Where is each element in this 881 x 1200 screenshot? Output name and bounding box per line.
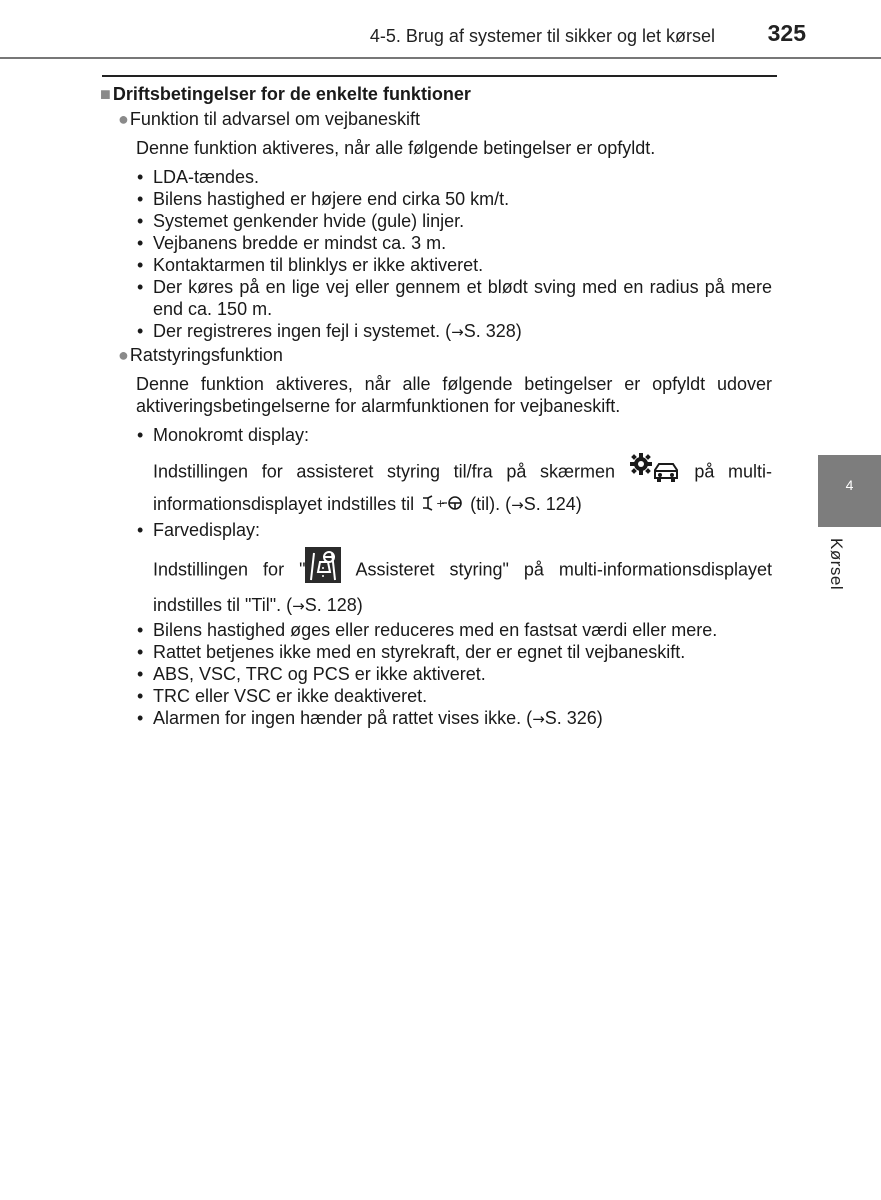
list-item: • TRC eller VSC er ikke deaktiveret. bbox=[136, 685, 772, 707]
monochrome-instruction bbox=[153, 452, 772, 517]
arrow-right-icon: → bbox=[532, 709, 545, 728]
list-item: • ABS, VSC, TRC og PCS er ikke aktiveret. bbox=[136, 663, 772, 685]
subheading-steering bbox=[100, 344, 772, 366]
square-bullet-icon: ■ bbox=[100, 84, 111, 104]
circle-bullet-icon: ● bbox=[118, 345, 129, 365]
chapter-label: Kørsel bbox=[827, 538, 846, 591]
steering-conditions bbox=[136, 424, 772, 730]
list-item-monochrome bbox=[136, 424, 772, 517]
header-divider-bottom bbox=[102, 75, 777, 77]
page-reference: S. 326) bbox=[544, 707, 603, 728]
monochrome-line-2: informationsdisplayet indstilles til + (til). (→S. 124) bbox=[153, 494, 582, 514]
steering-assist-color-icon bbox=[305, 547, 341, 594]
page-reference: S. 124) bbox=[523, 494, 582, 514]
chapter-number: 4 bbox=[845, 477, 854, 493]
list-item: • LDA-tændes. bbox=[136, 166, 772, 188]
list-item: • Bilens hastighed øges eller reduceres med en fastsat værdi eller mere. bbox=[136, 619, 772, 641]
list-item: • Der køres på en lige vej eller gennem et blødt sving med en radius på mere end ca. 150 m. bbox=[136, 276, 772, 320]
page-reference: S. 128) bbox=[304, 594, 363, 615]
section-heading bbox=[100, 83, 772, 105]
page-number: 325 bbox=[767, 20, 806, 46]
color-label: Farvedisplay: bbox=[153, 519, 261, 540]
header-divider-top bbox=[0, 57, 881, 59]
color-instruction bbox=[153, 547, 772, 617]
color-line-2: indstilles til "Til". (→S. 128) bbox=[153, 594, 363, 615]
list-item: • Alarmen for ingen hænder på rattet vises ikke. (→S. 326) bbox=[136, 707, 772, 730]
monochrome-line-1: Indstillingen for assisteret styring til/fra på skærmen på multi- bbox=[153, 452, 772, 493]
lane-warning-conditions bbox=[136, 166, 772, 343]
list-item: • Kontaktarmen til blinklys er ikke aktiveret. bbox=[136, 254, 772, 276]
list-item: • Rattet betjenes ikke med en styrekraft, der er egnet til vejbaneskift. bbox=[136, 641, 772, 663]
lane-warning-intro: Denne funktion aktiveres, når alle følgende betingelser er opfyldt. bbox=[136, 138, 656, 158]
page-reference: S. 328) bbox=[463, 321, 522, 341]
steering-intro: Denne funktion aktiveres, når alle følgende betingelser er opfyldt udover aktiveringsbetingelserne for alarmfunktionen for vejbaneskift. bbox=[136, 374, 772, 416]
header-title: 4-5. Brug af systemer til sikker og let kørsel bbox=[369, 26, 715, 46]
list-item: • Vejbanens bredde er mindst ca. 3 m. bbox=[136, 232, 772, 254]
arrow-right-icon: → bbox=[292, 596, 305, 615]
page-content bbox=[100, 83, 772, 730]
list-item-color bbox=[136, 519, 772, 617]
svg-text:+: + bbox=[436, 496, 446, 510]
arrow-right-icon: → bbox=[511, 496, 524, 514]
circle-bullet-icon: ● bbox=[118, 109, 129, 129]
list-item: • Systemet genkender hvide (gule) linjer. bbox=[136, 210, 772, 232]
subheading-lane-warning bbox=[100, 108, 772, 130]
color-line-1: Indstillingen for " Assisteret styring" på multi-informationsdisplayet bbox=[153, 547, 772, 594]
gear-car-icon bbox=[629, 452, 681, 493]
lane-steering-assist-icon bbox=[419, 494, 465, 517]
monochrome-label: Monokromt display: bbox=[153, 425, 310, 445]
arrow-right-icon: → bbox=[451, 323, 464, 341]
subheading-lane-warning-text: Funktion til advarsel om vejbaneskift bbox=[129, 109, 421, 129]
chapter-tab bbox=[818, 455, 881, 527]
list-item: • Der registreres ingen fejl i systemet. (→S. 328) bbox=[136, 320, 772, 343]
section-heading-text: Driftsbetingelser for de enkelte funktioner bbox=[112, 84, 471, 104]
list-item: • Bilens hastighed er højere end cirka 50 km/t. bbox=[136, 188, 772, 210]
subheading-steering-text: Ratstyringsfunktion bbox=[129, 345, 283, 365]
